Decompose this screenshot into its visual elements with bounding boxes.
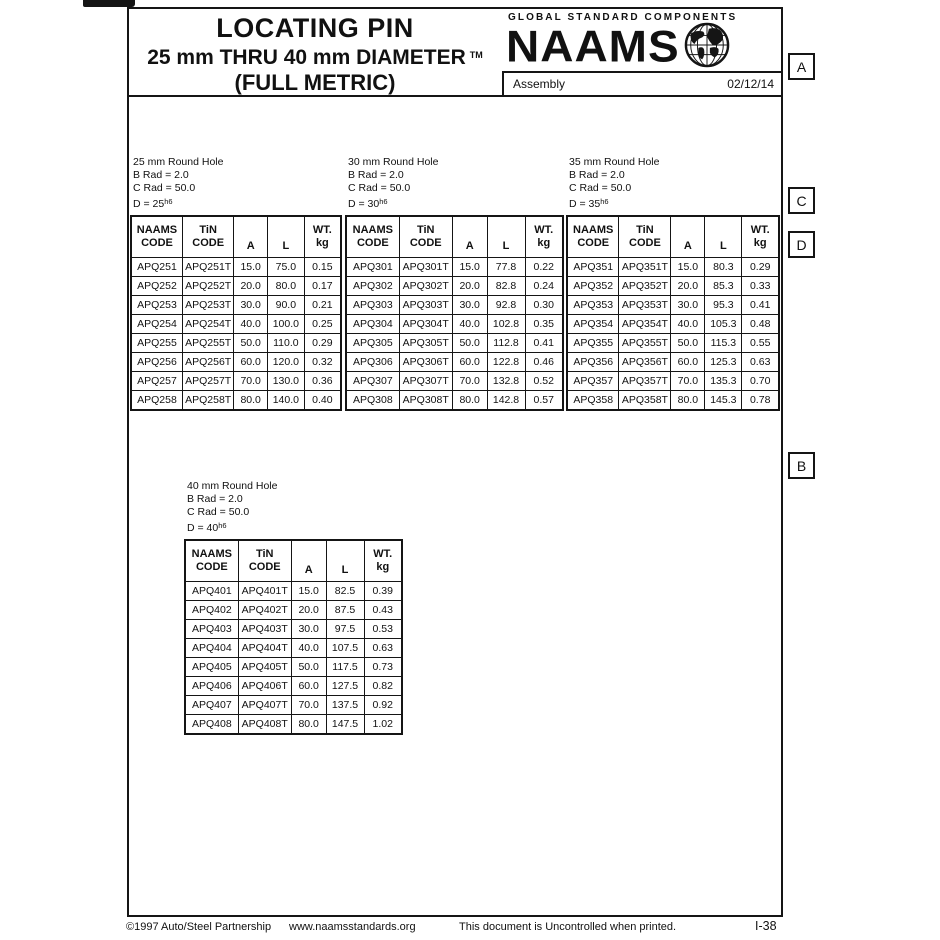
note-hole-size: 40 mm Round Hole (187, 480, 278, 492)
table-cell: 50.0 (452, 334, 487, 353)
table-cell: 127.5 (326, 677, 364, 696)
table-cell: 15.0 (671, 258, 705, 277)
table-cell: 70.0 (291, 696, 326, 715)
table-cell: APQ257T (182, 372, 233, 391)
table-row (131, 334, 341, 353)
table-cell: 0.41 (742, 296, 779, 315)
table-cell: 0.57 (525, 391, 563, 411)
scan-artifact-mark (83, 0, 135, 7)
table-cell: 0.46 (525, 353, 563, 372)
table-row (185, 715, 402, 735)
table-cell: APQ255T (182, 334, 233, 353)
table-cell: APQ356 (567, 353, 619, 372)
title-line-1: LOCATING PIN (216, 13, 414, 43)
table-cell: APQ407T (238, 696, 291, 715)
table-row (567, 258, 779, 277)
table-cell: APQ355T (619, 334, 671, 353)
table-cell: 125.3 (705, 353, 742, 372)
column-header-1: TiN CODE (399, 216, 452, 258)
table-cell: 82.8 (487, 277, 525, 296)
hole-spec-notes (133, 156, 223, 211)
zone-label-a: A (788, 53, 815, 80)
table-cell: APQ303T (399, 296, 452, 315)
table-cell: 0.17 (304, 277, 341, 296)
table-cell: 60.0 (671, 353, 705, 372)
table-cell: 82.5 (326, 582, 364, 601)
table-row (131, 372, 341, 391)
table-cell: 0.73 (364, 658, 402, 677)
table-cell: 15.0 (234, 258, 268, 277)
table-row (185, 582, 402, 601)
header-row (346, 216, 563, 258)
table-cell: 97.5 (326, 620, 364, 639)
table-cell: 0.63 (742, 353, 779, 372)
table-cell: 85.3 (705, 277, 742, 296)
table-row (346, 353, 563, 372)
title-block-header (127, 7, 783, 97)
table-cell: 60.0 (234, 353, 268, 372)
table-cell: APQ252 (131, 277, 182, 296)
table-cell: APQ408 (185, 715, 238, 735)
note-line: C Rad = 50.0 (187, 506, 250, 518)
table-row (185, 696, 402, 715)
table-cell: 80.0 (267, 277, 304, 296)
table-cell: APQ256 (131, 353, 182, 372)
table-cell: APQ252T (182, 277, 233, 296)
table-cell: 70.0 (452, 372, 487, 391)
table-row (346, 277, 563, 296)
table-cell: APQ306T (399, 353, 452, 372)
table-row (567, 296, 779, 315)
table-cell: APQ251 (131, 258, 182, 277)
column-header-0: NAAMS CODE (346, 216, 399, 258)
table-cell: 40.0 (671, 315, 705, 334)
column-header-4: WT. kg (525, 216, 563, 258)
table-cell: APQ403 (185, 620, 238, 639)
table-cell: 145.3 (705, 391, 742, 411)
document-page-border (127, 7, 783, 917)
column-header-4: WT. kg (364, 540, 402, 582)
table-cell: 80.0 (671, 391, 705, 411)
table-cell: APQ256T (182, 353, 233, 372)
column-header-3: L (705, 216, 742, 258)
table-cell: 0.15 (304, 258, 341, 277)
table-cell: 0.40 (304, 391, 341, 411)
table-cell: 0.70 (742, 372, 779, 391)
table-cell: 0.43 (364, 601, 402, 620)
table-cell: 0.55 (742, 334, 779, 353)
table-cell: APQ404 (185, 639, 238, 658)
table-row (346, 315, 563, 334)
table-row (346, 334, 563, 353)
table-cell: 87.5 (326, 601, 364, 620)
column-header-0: NAAMS CODE (131, 216, 182, 258)
note-line: C Rad = 50.0 (569, 182, 632, 194)
column-header-2: A (291, 540, 326, 582)
table-row (131, 353, 341, 372)
table-cell: 135.3 (705, 372, 742, 391)
table-cell: APQ304 (346, 315, 399, 334)
table-cell: 147.5 (326, 715, 364, 735)
table-cell: APQ406 (185, 677, 238, 696)
table-cell: 0.48 (742, 315, 779, 334)
table-cell: APQ305T (399, 334, 452, 353)
table-cell: APQ308 (346, 391, 399, 411)
table-cell: 142.8 (487, 391, 525, 411)
column-header-4: WT. kg (742, 216, 779, 258)
table-cell: APQ258 (131, 391, 182, 411)
table-cell: 117.5 (326, 658, 364, 677)
naams-logo-area (502, 7, 783, 95)
table-cell: 0.36 (304, 372, 341, 391)
table-cell: 80.0 (452, 391, 487, 411)
table-cell: 0.63 (364, 639, 402, 658)
table-cell: 20.0 (452, 277, 487, 296)
note-diameter-tolerance: $D = 30^{h6}$ (348, 197, 388, 210)
table-cell: 50.0 (671, 334, 705, 353)
table-cell: 15.0 (452, 258, 487, 277)
note-line: B Rad = 2.0 (348, 169, 404, 181)
table-row (185, 639, 402, 658)
table-cell: 110.0 (267, 334, 304, 353)
table-row (131, 391, 341, 411)
table-cell: APQ255 (131, 334, 182, 353)
table-cell: APQ301T (399, 258, 452, 277)
table-cell: 0.78 (742, 391, 779, 411)
column-header-2: A (671, 216, 705, 258)
hole-spec-notes (569, 156, 659, 211)
table-cell: APQ306 (346, 353, 399, 372)
page-number: I-38 (755, 919, 777, 933)
column-header-1: TiN CODE (619, 216, 671, 258)
table-cell: 70.0 (671, 372, 705, 391)
table-cell: 132.8 (487, 372, 525, 391)
table-cell: APQ307T (399, 372, 452, 391)
table-row (185, 677, 402, 696)
table-row (131, 277, 341, 296)
table-cell: 60.0 (291, 677, 326, 696)
table-cell: 80.0 (291, 715, 326, 735)
table-cell: APQ408T (238, 715, 291, 735)
table-cell: APQ352 (567, 277, 619, 296)
table-row (567, 391, 779, 411)
table-cell: 105.3 (705, 315, 742, 334)
column-header-0: NAAMS CODE (185, 540, 238, 582)
hole-spec-notes (348, 156, 438, 211)
title-line-2-text: 25 mm THRU 40 mm DIAMETER (147, 46, 466, 69)
table-cell: 137.5 (326, 696, 364, 715)
column-header-0: NAAMS CODE (567, 216, 619, 258)
column-header-2: A (452, 216, 487, 258)
table-cell: APQ401 (185, 582, 238, 601)
spec-table (566, 215, 780, 411)
note-line: B Rad = 2.0 (133, 169, 189, 181)
table-cell: 20.0 (234, 277, 268, 296)
header-row (131, 216, 341, 258)
note-diameter-tolerance: $D = 40^{h6}$ (187, 521, 227, 534)
table-cell: APQ301 (346, 258, 399, 277)
note-line: C Rad = 50.0 (133, 182, 196, 194)
table-row (185, 658, 402, 677)
table-cell: 0.29 (742, 258, 779, 277)
table-cell: APQ251T (182, 258, 233, 277)
table-cell: APQ353 (567, 296, 619, 315)
uncontrolled-notice: This document is Uncontrolled when printed. (459, 921, 677, 933)
table-cell: APQ357 (567, 372, 619, 391)
table-cell: 50.0 (234, 334, 268, 353)
column-header-3: L (326, 540, 364, 582)
table-cell: APQ407 (185, 696, 238, 715)
table-cell: APQ358 (567, 391, 619, 411)
note-diameter-tolerance: $D = 25^{h6}$ (133, 197, 173, 210)
table-row (131, 296, 341, 315)
table-row (346, 391, 563, 411)
table-cell: 0.24 (525, 277, 563, 296)
table-cell: APQ305 (346, 334, 399, 353)
table-row (131, 258, 341, 277)
table-cell: APQ354 (567, 315, 619, 334)
column-header-1: TiN CODE (182, 216, 233, 258)
header-row (567, 216, 779, 258)
table-cell: 60.0 (452, 353, 487, 372)
table-cell: 122.8 (487, 353, 525, 372)
note-hole-size: 35 mm Round Hole (569, 156, 660, 168)
table-cell: 107.5 (326, 639, 364, 658)
column-header-3: L (487, 216, 525, 258)
column-header-3: L (267, 216, 304, 258)
table-cell: 102.8 (487, 315, 525, 334)
table-cell: 0.41 (525, 334, 563, 353)
table-cell: 112.8 (487, 334, 525, 353)
note-line: C Rad = 50.0 (348, 182, 411, 194)
column-header-2: A (234, 216, 268, 258)
revision-date: 02/12/14 (727, 77, 774, 91)
note-hole-size: 25 mm Round Hole (133, 156, 224, 168)
note-line: B Rad = 2.0 (187, 493, 243, 505)
spec-table (184, 539, 403, 735)
table-cell: APQ253T (182, 296, 233, 315)
table-row (346, 372, 563, 391)
zone-label-d: D (788, 231, 815, 258)
table-cell: APQ404T (238, 639, 291, 658)
table-cell: 20.0 (291, 601, 326, 620)
title-line-3: (FULL METRIC) (234, 70, 396, 95)
table-cell: APQ258T (182, 391, 233, 411)
table-cell: 0.30 (525, 296, 563, 315)
table-cell: APQ401T (238, 582, 291, 601)
hole-spec-notes (187, 480, 277, 535)
table-cell: APQ405T (238, 658, 291, 677)
table-row (346, 258, 563, 277)
table-cell: 0.32 (304, 353, 341, 372)
table-cell: APQ355 (567, 334, 619, 353)
table-cell: APQ302 (346, 277, 399, 296)
table-row (567, 315, 779, 334)
table-cell: APQ405 (185, 658, 238, 677)
table-cell: 0.92 (364, 696, 402, 715)
table-cell: 30.0 (291, 620, 326, 639)
table-cell: 0.29 (304, 334, 341, 353)
table-cell: 20.0 (671, 277, 705, 296)
table-cell: APQ254 (131, 315, 182, 334)
globe-icon (684, 22, 730, 73)
zone-label-c: C (788, 187, 815, 214)
table-cell: APQ304T (399, 315, 452, 334)
table-cell: APQ358T (619, 391, 671, 411)
column-header-1: TiN CODE (238, 540, 291, 582)
zone-label-b: B (788, 452, 815, 479)
table-cell: APQ402 (185, 601, 238, 620)
table-cell: 0.53 (364, 620, 402, 639)
table-cell: 0.35 (525, 315, 563, 334)
naams-wordmark: NAAMS (506, 21, 680, 71)
table-cell: APQ402T (238, 601, 291, 620)
table-cell: 120.0 (267, 353, 304, 372)
table-cell: APQ403T (238, 620, 291, 639)
table-cell: 70.0 (234, 372, 268, 391)
header-row (185, 540, 402, 582)
table-row (346, 296, 563, 315)
table-cell: 0.22 (525, 258, 563, 277)
assembly-strip (502, 71, 783, 95)
title-line-2 (129, 43, 501, 70)
table-row (567, 334, 779, 353)
table-row (131, 315, 341, 334)
table-cell: 77.8 (487, 258, 525, 277)
table-cell: 140.0 (267, 391, 304, 411)
table-cell: 130.0 (267, 372, 304, 391)
table-cell: APQ257 (131, 372, 182, 391)
table-cell: 50.0 (291, 658, 326, 677)
table-cell: 80.3 (705, 258, 742, 277)
table-row (567, 277, 779, 296)
table-cell: 40.0 (452, 315, 487, 334)
table-cell: 30.0 (671, 296, 705, 315)
table-row (567, 372, 779, 391)
column-header-4: WT. kg (304, 216, 341, 258)
trademark-symbol: TM (469, 50, 483, 60)
table-cell: 0.33 (742, 277, 779, 296)
table-row (567, 353, 779, 372)
copyright-text: ©1997 Auto/Steel Partnership (126, 921, 272, 933)
table-cell: 0.21 (304, 296, 341, 315)
table-cell: 0.25 (304, 315, 341, 334)
table-cell: APQ357T (619, 372, 671, 391)
website-text: www.naamsstandards.org (289, 921, 416, 933)
spec-table (345, 215, 564, 411)
table-cell: APQ356T (619, 353, 671, 372)
table-cell: 0.39 (364, 582, 402, 601)
note-line: B Rad = 2.0 (569, 169, 625, 181)
table-cell: APQ406T (238, 677, 291, 696)
table-cell: APQ352T (619, 277, 671, 296)
table-cell: 115.3 (705, 334, 742, 353)
note-hole-size: 30 mm Round Hole (348, 156, 439, 168)
note-diameter-tolerance: $D = 35^{h6}$ (569, 197, 609, 210)
table-cell: APQ307 (346, 372, 399, 391)
table-cell: 80.0 (234, 391, 268, 411)
table-cell: 0.82 (364, 677, 402, 696)
table-row (185, 601, 402, 620)
table-cell: APQ253 (131, 296, 182, 315)
table-cell: 15.0 (291, 582, 326, 601)
table-cell: APQ353T (619, 296, 671, 315)
table-cell: APQ351T (619, 258, 671, 277)
table-cell: 90.0 (267, 296, 304, 315)
table-cell: 1.02 (364, 715, 402, 735)
table-row (185, 620, 402, 639)
brand-tagline: GLOBAL STANDARD COMPONENTS (508, 12, 738, 23)
table-cell: APQ354T (619, 315, 671, 334)
table-cell: 100.0 (267, 315, 304, 334)
category-label: Assembly (513, 77, 566, 91)
spec-table (130, 215, 342, 411)
table-cell: APQ254T (182, 315, 233, 334)
table-cell: 40.0 (291, 639, 326, 658)
table-cell: 92.8 (487, 296, 525, 315)
page-title (129, 13, 501, 96)
table-cell: APQ351 (567, 258, 619, 277)
table-cell: 40.0 (234, 315, 268, 334)
table-cell: APQ303 (346, 296, 399, 315)
table-cell: 75.0 (267, 258, 304, 277)
table-cell: APQ308T (399, 391, 452, 411)
table-cell: 95.3 (705, 296, 742, 315)
brand-row (506, 21, 781, 71)
table-cell: APQ302T (399, 277, 452, 296)
table-cell: 0.52 (525, 372, 563, 391)
table-cell: 30.0 (234, 296, 268, 315)
table-cell: 30.0 (452, 296, 487, 315)
